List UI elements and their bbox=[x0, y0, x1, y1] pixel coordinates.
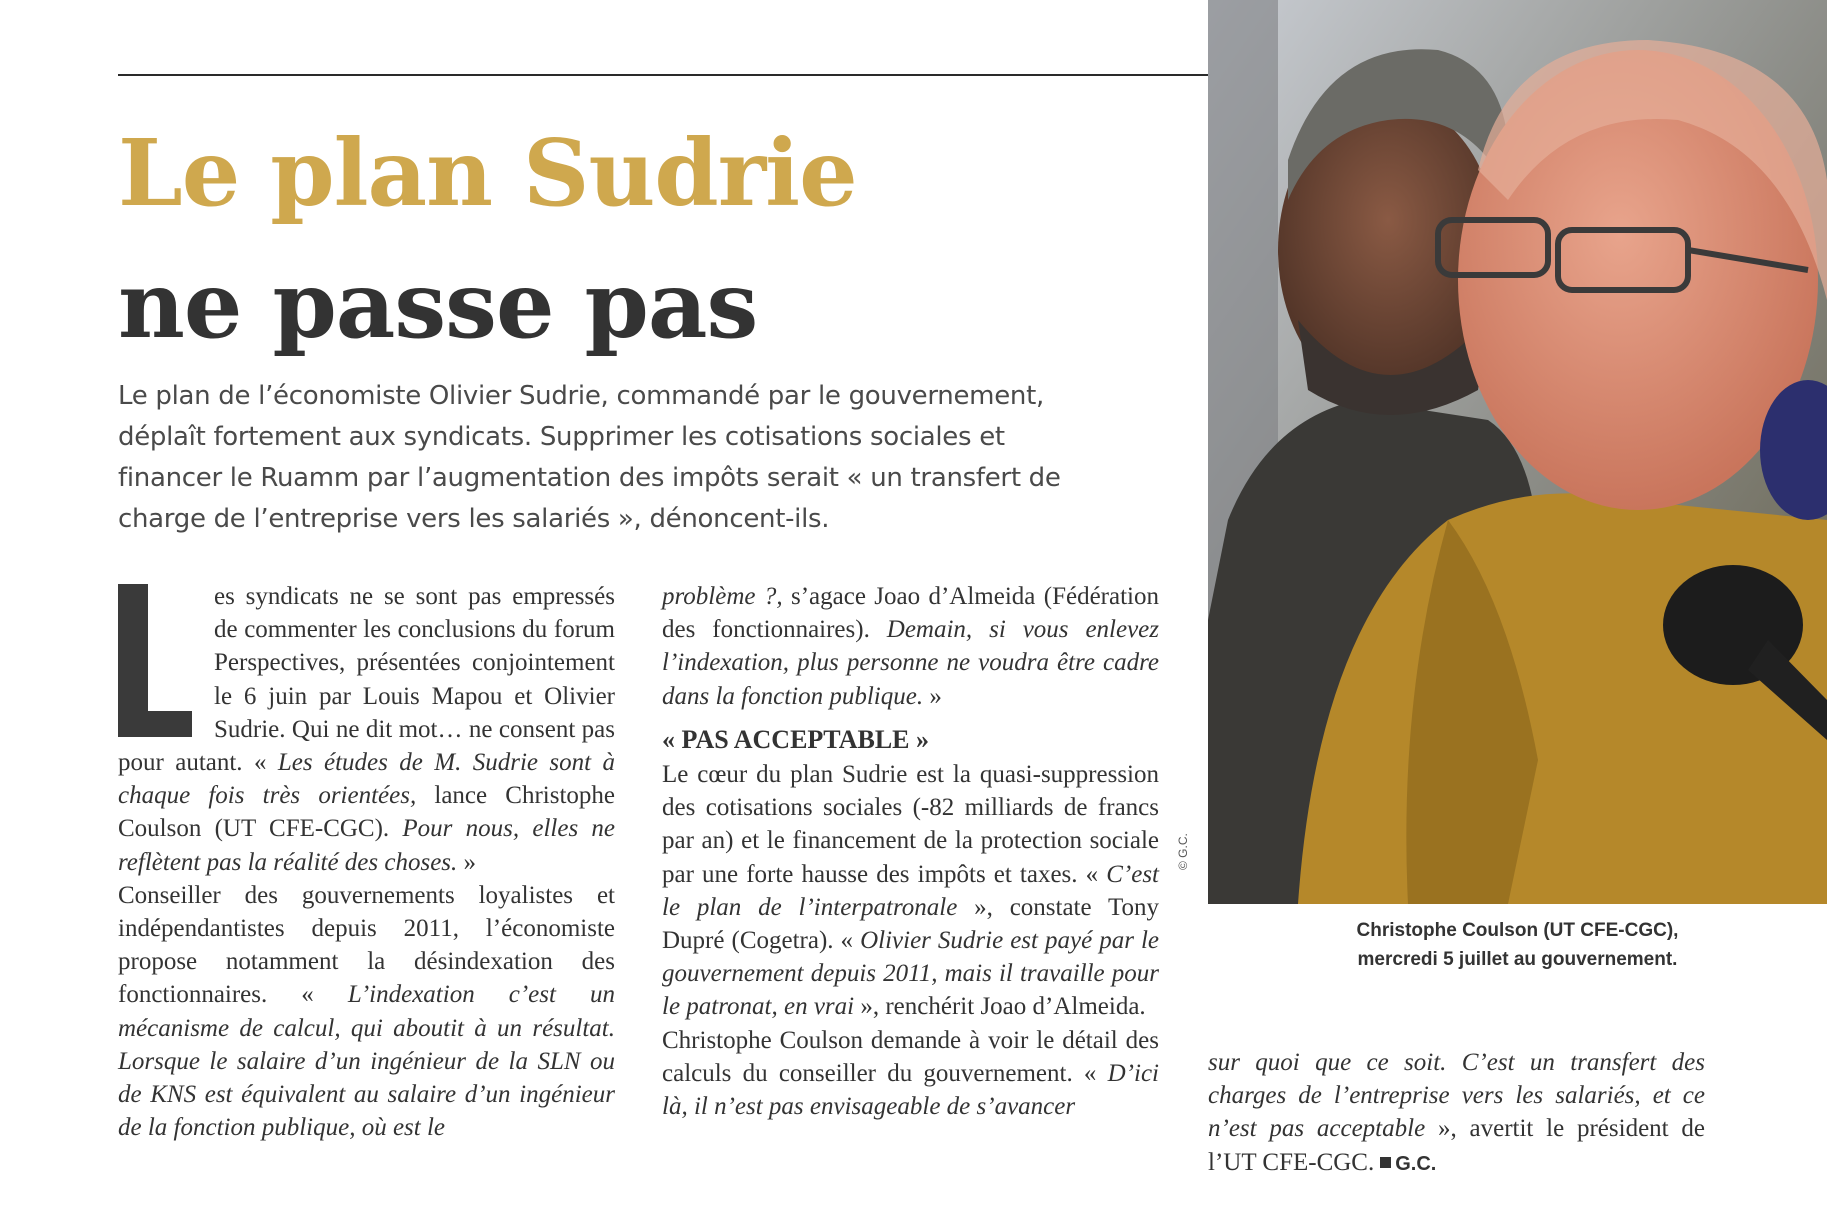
end-mark-icon bbox=[1380, 1157, 1391, 1168]
paragraph: Conseiller des gouvernements loyalistes et indépendantistes depuis 2011, l’économiste propose notamment la désindexation des fonctionnaires. « L’indexation c’est un mécanisme de calcul, qui aboutit à un résultat. Lorsque le salaire d’un ingénieur de la SLN ou de KNS est équivalent au salaire d’un ingénieur de la fonction publique, où est le bbox=[118, 881, 615, 1142]
dropcap bbox=[118, 584, 192, 737]
article-column-2 bbox=[662, 580, 1159, 1123]
photo-credit: © G.C. bbox=[1176, 833, 1190, 870]
headline-line-2: ne passe pas bbox=[118, 251, 758, 359]
article-column-1 bbox=[118, 580, 615, 1144]
standfirst: Le plan de l’économiste Olivier Sudrie, commandé par le gouvernement, déplaît fortement aux syndicats. Supprimer les cotisations sociales et financer le Ruamm par l’augmentation des impôts serait « un transfert de charge de l’entreprise vers les salariés », dénoncent-ils. bbox=[118, 381, 1061, 534]
article-photo bbox=[1208, 0, 1827, 904]
paragraph: es syndicats ne se sont pas empressés de commenter les conclusions du forum Perspectives, présentées conjointement le 6 juin par Louis Mapou et Olivier Sudrie. Qui ne dit mot… ne consent pas pour autant. « Les études de M. Sudrie sont à chaque fois très orientées, lance Christophe Coulson (UT CFE-CGC). Pour nous, elles ne reflètent pas la réalité des choses. » bbox=[118, 583, 616, 876]
paragraph: Le cœur du plan Sudrie est la quasi-suppression des cotisations sociales (-82 milliards de francs par an) et le financement de la protection sociale par une forte hausse des impôts et taxes. « C’est le plan de l’interpatronale », constate Tony Dupré (Cogetra). « Olivier Sudrie est payé par le gouvernement depuis 2011, mais il travaille pour le patronat, en vrai », renchérit Joao d’Almeida. bbox=[662, 761, 1159, 1021]
photo-caption bbox=[1208, 916, 1827, 974]
subheading: « PAS ACCEPTABLE » bbox=[662, 724, 930, 754]
caption-line-2: mercredi 5 juillet au gouvernement. bbox=[1357, 949, 1678, 970]
author-signature: G.C. bbox=[1395, 1152, 1437, 1175]
caption-line-1: Christophe Coulson (UT CFE-CGC), bbox=[1356, 920, 1679, 941]
paragraph: problème ?, s’agace Joao d’Almeida (Fédération des fonctionnaires). Demain, si vous enlevez l’indexation, plus personne ne voudra être cadre dans la fonction publique. » bbox=[662, 583, 1160, 710]
paragraph: Christophe Coulson demande à voir le détail des calculs du conseiller du gouvernement. « D’ici là, il n’est pas envisageable de s’avancer bbox=[662, 1026, 1159, 1121]
article-column-3 bbox=[1208, 1046, 1705, 1181]
headline-line-1: Le plan Sudrie bbox=[118, 119, 857, 227]
paragraph: sur quoi que ce soit. C’est un transfert des charges de l’entreprise vers les salariés, et ce n’est pas acceptable », avertit le président de l’UT CFE-CGC. G.C. bbox=[1208, 1049, 1705, 1176]
top-rule bbox=[118, 74, 1208, 76]
